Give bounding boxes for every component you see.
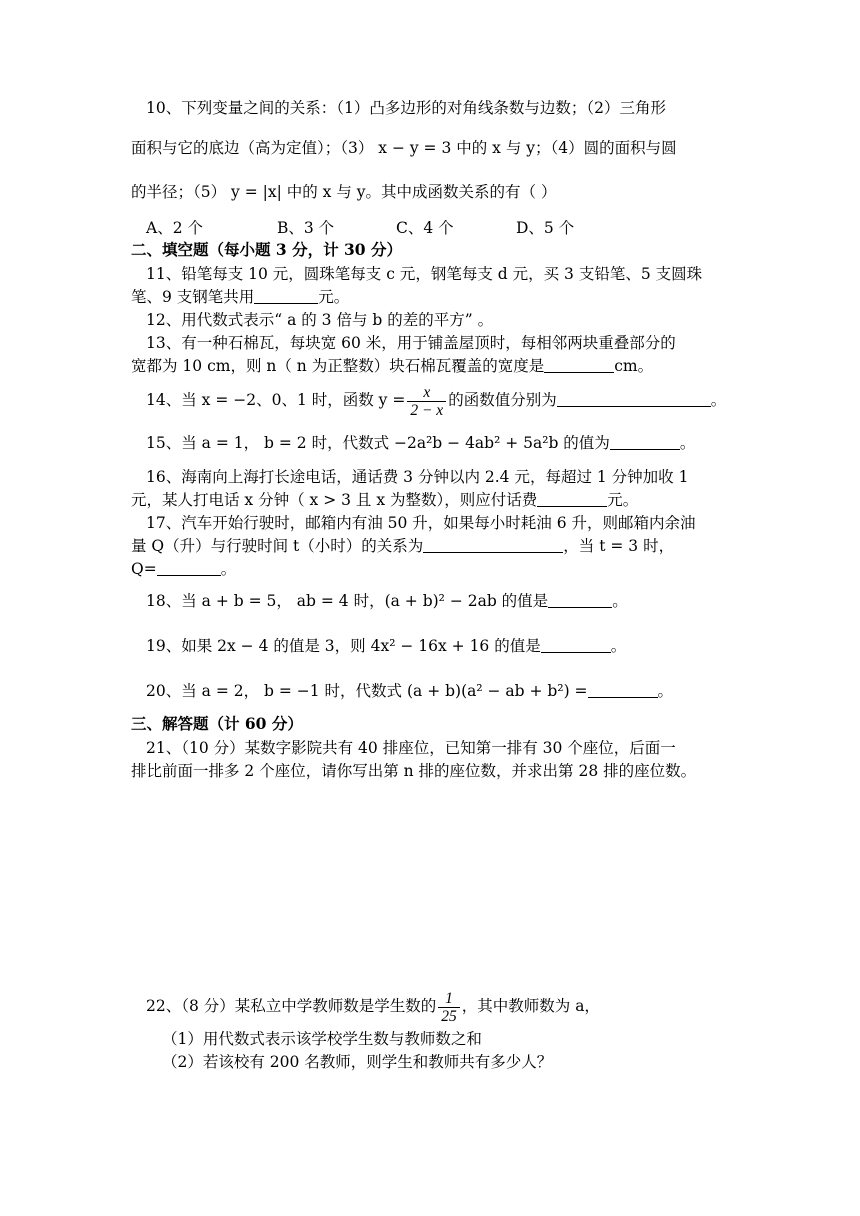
q17-end: 。 bbox=[220, 560, 237, 578]
q17-text: 量 Q（升）与行驶时间 t（小时）的关系为 bbox=[131, 537, 424, 555]
q16-answer-blank[interactable] bbox=[537, 492, 607, 507]
q11-text: 笔、9 支钢笔共用 bbox=[131, 288, 255, 306]
q11-line1: 11、铅笔每支 10 元，圆珠笔每支 c 元，钢笔每支 d 元，买 3 支铅笔、5 支圆珠 bbox=[146, 265, 703, 283]
q14-frac-den: 2 − x bbox=[407, 401, 446, 419]
q13-line1: 13、有一种石棉瓦，每块宽 60 米，用于铺盖屋顶时，每相邻两块重叠部分的 bbox=[146, 334, 676, 352]
q19-line bbox=[146, 635, 746, 657]
q22-text: 22、（8 分）某私立中学教师数是学生数的 bbox=[146, 997, 437, 1015]
q10-option-c: C、4 个 bbox=[396, 219, 454, 237]
q13-text: 宽都为 10 cm，则 n（ n 为正整数）块石棉瓦覆盖的宽度是 bbox=[131, 357, 545, 375]
q18-end: 。 bbox=[612, 592, 628, 610]
q20-end: 。 bbox=[657, 682, 674, 700]
q22-sub2: （2）若该校有 200 名教师，则学生和教师共有多少人？ bbox=[162, 1053, 553, 1071]
q10-option-b: B、3 个 bbox=[277, 219, 335, 237]
q19-end: 。 bbox=[610, 637, 627, 655]
q11-unit: 元。 bbox=[318, 288, 350, 306]
q14-line bbox=[146, 380, 746, 420]
q11-answer-blank[interactable] bbox=[254, 289, 318, 304]
q10-line3: 的半径；（5） y = |x| 中的 x 与 y。其中成函数关系的有（ ） bbox=[131, 183, 557, 201]
q18-line bbox=[146, 590, 746, 612]
q14-frac-num: x bbox=[423, 383, 431, 401]
q17-line1: 17、汽车开始行驶时，邮箱内有油 50 升，如果每小时耗油 6 升，则邮箱内余油 bbox=[146, 514, 696, 532]
q16-line1: 16、海南向上海打长途电话，通话费 3 分钟以内 2.4 元，每超过 1 分钟加收 1 bbox=[146, 468, 689, 486]
q14-end: 。 bbox=[710, 391, 727, 409]
q18-answer-blank[interactable] bbox=[548, 593, 612, 608]
q15-end: 。 bbox=[679, 434, 696, 452]
q20-answer-blank[interactable] bbox=[588, 683, 658, 698]
q17-relation-blank[interactable] bbox=[423, 538, 563, 553]
q22-sub1: （1）用代数式表示该学校学生数与教师数之和 bbox=[162, 1030, 482, 1048]
q13-unit: cm。 bbox=[614, 357, 654, 375]
q15-text: 15、当 a = 1， b = 2 时，代数式 −2a²b − 4ab² + 5a²b 的值为 bbox=[146, 434, 610, 452]
q19-answer-blank[interactable] bbox=[541, 638, 611, 653]
q16-unit: 元。 bbox=[607, 491, 639, 509]
q10-option-a: A、2 个 bbox=[146, 219, 203, 237]
q17-q-blank[interactable] bbox=[157, 561, 221, 576]
q20-text: 20、当 a = 2， b = −1 时，代数式 (a + b)(a² − ab + b²) = bbox=[146, 682, 588, 700]
section-3-heading bbox=[131, 713, 731, 735]
q10-option-d: D、5 个 bbox=[516, 219, 575, 237]
q12-line: 12、用代数式表示“ a 的 3 倍与 b 的差的平方” 。 bbox=[146, 311, 494, 329]
q10-line2: 面积与它的底边（高为定值）；（3） x − y = 3 中的 x 与 y；（4）圆的面积与圆 bbox=[131, 139, 677, 157]
q14-text-mid: 的函数值分别为 bbox=[448, 391, 557, 409]
q19-text: 19、如果 2x − 4 的值是 3，则 4x² − 16x + 16 的值是 bbox=[146, 637, 541, 655]
q13-line2 bbox=[131, 355, 731, 377]
q16-text: 元，某人打电话 x 分钟（ x > 3 且 x 为整数），则应付话费 bbox=[131, 491, 538, 509]
q14-text: 14、当 x = −2、0、1 时，函数 y = bbox=[146, 391, 406, 409]
q16-line2 bbox=[131, 489, 731, 511]
q22-fraction bbox=[438, 990, 460, 1025]
q22-line bbox=[146, 986, 746, 1026]
q21-line1: 21、（10 分）某数字影院共有 40 排座位，已知第一排有 30 个座位，后面一 bbox=[146, 739, 676, 757]
q17-line3 bbox=[131, 558, 731, 580]
section-3-title: 三、解答题（计 60 分） bbox=[131, 714, 303, 733]
q17-line2 bbox=[131, 535, 731, 557]
q13-answer-blank[interactable] bbox=[544, 358, 614, 373]
section-2-title: 二、填空题（每小题 3 分，计 30 分） bbox=[131, 240, 402, 259]
q10-line1: 10、下列变量之间的关系：（1）凸多边形的对角线条数与边数；（2）三角形 bbox=[146, 99, 666, 117]
q17-q-label: Q= bbox=[131, 560, 157, 578]
q11-line2 bbox=[131, 286, 731, 308]
q14-fraction bbox=[407, 384, 446, 419]
q21-line2: 排比前面一排多 2 个座位，请你写出第 n 排的座位数，并求出第 28 排的座位数。 bbox=[131, 762, 697, 780]
q18-text: 18、当 a + b = 5， ab = 4 时，(a + b)² − 2ab 的值是 bbox=[146, 592, 549, 610]
q22-text2: ，其中教师数为 a， bbox=[461, 997, 600, 1015]
q22-frac-num: 1 bbox=[445, 989, 453, 1007]
q20-line bbox=[146, 680, 746, 702]
q22-frac-den: 25 bbox=[438, 1007, 460, 1025]
q15-line bbox=[146, 432, 746, 454]
section-2-heading bbox=[131, 239, 731, 261]
q17-text2: ，当 t = 3 时， bbox=[563, 537, 675, 555]
q15-answer-blank[interactable] bbox=[610, 435, 680, 450]
q14-answer-blank[interactable] bbox=[557, 392, 711, 407]
